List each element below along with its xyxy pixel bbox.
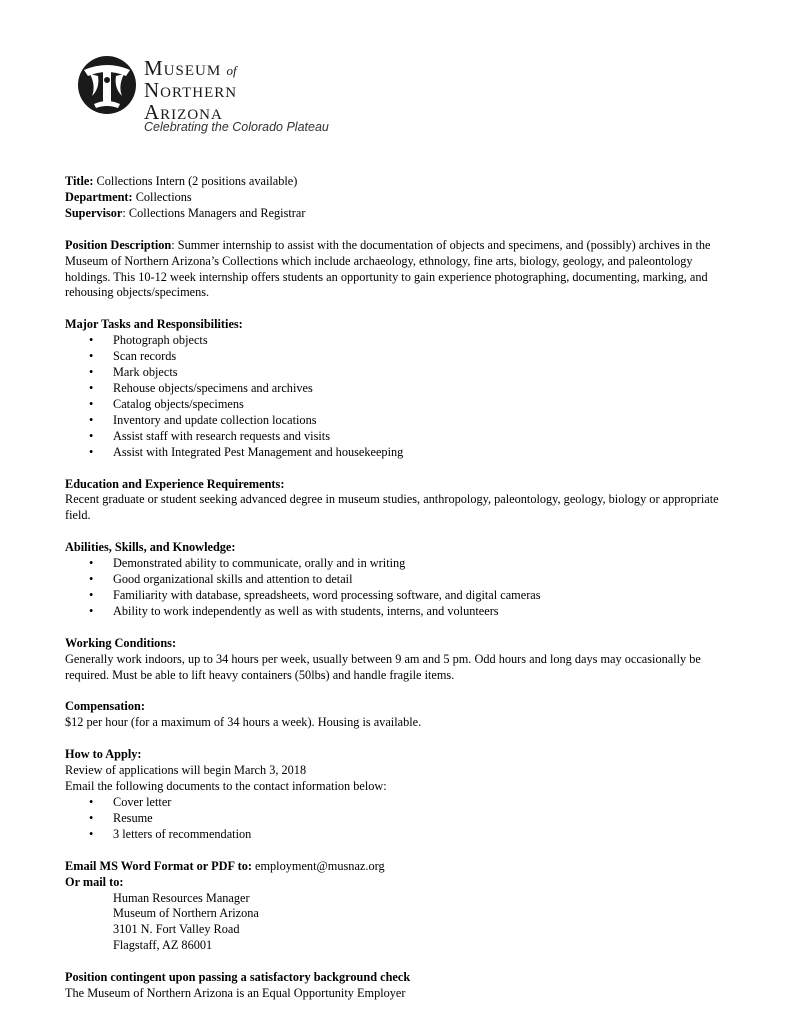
logo-line-arizona: Arizona xyxy=(144,100,223,124)
compensation-heading: Compensation: xyxy=(65,699,145,714)
list-item: • Photograph objects xyxy=(65,333,735,349)
job-posting xyxy=(65,174,735,1002)
list-item: • Rehouse objects/specimens and archives xyxy=(65,381,735,397)
list-item: • 3 letters of recommendation xyxy=(65,827,735,843)
education-text: Recent graduate or student seeking advanced degree in museum studies, anthropology, paleontology, geology, biology or appropriate field. xyxy=(65,492,719,523)
logo-tagline: Celebrating the Colorado Plateau xyxy=(144,120,329,134)
working-text: Generally work indoors, up to 34 hours per week, usually between 9 am and 5 pm. Odd hours and long days may occasionally be required. Must be able to lift heavy containers (50lbs) and handle fragile items. xyxy=(65,651,701,682)
tasks-heading: Major Tasks and Responsibilities: xyxy=(65,317,243,332)
eoe-statement: The Museum of Northern Arizona is an Equal Opportunity Employer xyxy=(65,986,406,1001)
address-line: Flagstaff, AZ 86001 xyxy=(113,938,213,953)
education-heading: Education and Experience Requirements: xyxy=(65,476,285,491)
abilities-list xyxy=(65,556,735,620)
abilities-heading: Abilities, Skills, and Knowledge: xyxy=(65,540,236,555)
email-line: Email MS Word Format or PDF to: employment@musnaz.org xyxy=(65,858,385,873)
email-address: employment@musnaz.org xyxy=(251,858,385,873)
list-item: • Resume xyxy=(65,811,735,827)
list-item: • Scan records xyxy=(65,349,735,365)
apply-line-1: Review of applications will begin March 3, 2018 xyxy=(65,763,307,778)
contingent-notice: Position contingent upon passing a satisfactory background check xyxy=(65,970,411,985)
position-description: Position Description: Summer internship to assist with the documentation of objects and specimens, and (possibly) archives in the Museum of Northern Arizona’s Collections which include archaeology, ethnology, fine arts, biology, geology, and paleontology holdings. This 10-12 week internship offers students an opportunity to gain experience photographing, documenting, marking, and rehousing objects/specimens. xyxy=(65,237,711,300)
list-item: • Good organizational skills and attention to detail xyxy=(65,572,735,588)
list-item: • Assist with Integrated Pest Management and housekeeping xyxy=(65,445,735,461)
list-item: • Demonstrated ability to communicate, orally and in writing xyxy=(65,556,735,572)
compensation-text: $12 per hour (for a maximum of 34 hours a week). Housing is available. xyxy=(65,715,422,730)
address-line: Human Resources Manager xyxy=(113,890,250,905)
list-item: • Inventory and update collection locations xyxy=(65,413,735,429)
logo-line-museum: Museum of xyxy=(144,56,237,80)
museum-logo xyxy=(76,52,336,134)
working-heading: Working Conditions: xyxy=(65,635,177,650)
mail-heading: Or mail to: xyxy=(65,874,124,889)
list-item: • Assist staff with research requests and visits xyxy=(65,429,735,445)
apply-heading: How to Apply: xyxy=(65,747,142,762)
list-item: • Ability to work independently as well as with students, interns, and volunteers xyxy=(65,604,735,620)
apply-list xyxy=(65,795,735,843)
list-item: • Catalog objects/specimens xyxy=(65,397,735,413)
logo-line-northern: Northern xyxy=(144,78,238,102)
museum-emblem-icon xyxy=(76,52,138,118)
list-item: • Familiarity with database, spreadsheets, word processing software, and digital cameras xyxy=(65,588,735,604)
supervisor-line: Supervisor: Collections Managers and Registrar xyxy=(65,205,306,220)
title-line: Title: Collections Intern (2 positions available) xyxy=(65,174,298,188)
list-item: • Cover letter xyxy=(65,795,735,811)
department-line: Department: Collections xyxy=(65,189,192,204)
tasks-list xyxy=(65,333,735,460)
address-line: 3101 N. Fort Valley Road xyxy=(113,922,240,937)
address-line: Museum of Northern Arizona xyxy=(113,906,259,921)
list-item: • Mark objects xyxy=(65,365,735,381)
apply-line-2: Email the following documents to the contact information below: xyxy=(65,779,387,794)
